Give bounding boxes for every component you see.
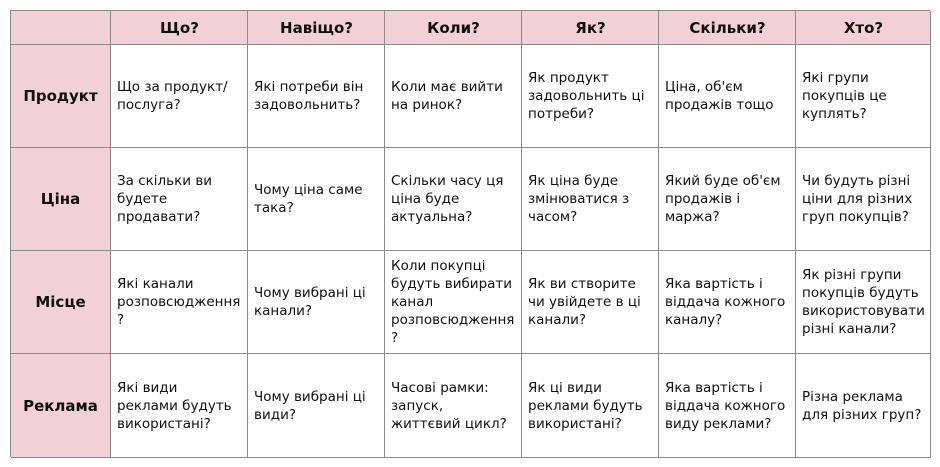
table-cell: Як різні групи покупців будуть використовувати різні канали?: [796, 251, 931, 354]
column-header-how-much: Скільки?: [659, 11, 796, 45]
table-cell: Різна реклама для різних груп?: [796, 354, 931, 458]
row-header-promotion: Реклама: [11, 354, 111, 458]
table-cell: Часові рамки: запуск, життєвий цикл?: [385, 354, 522, 458]
table-cell: Які канали розповсюдження ?: [111, 251, 248, 354]
table-cell: Який буде об'єм продажів і маржа?: [659, 148, 796, 251]
table-cell: Коли має вийти на ринок?: [385, 45, 522, 148]
row-header-price: Ціна: [11, 148, 111, 251]
table-cell: Чому вибрані ці канали?: [248, 251, 385, 354]
table-cell: Які групи покупців це куплять?: [796, 45, 931, 148]
table-cell: Яка вартість і віддача кожного виду реклами?: [659, 354, 796, 458]
row-header-place: Місце: [11, 251, 111, 354]
matrix-table: [10, 10, 930, 457]
table-cell: Які види реклами будуть використані?: [111, 354, 248, 458]
column-header-when: Коли?: [385, 11, 522, 45]
table-cell: Що за продукт/послуга?: [111, 45, 248, 148]
table-cell: Які потреби він задовольнить?: [248, 45, 385, 148]
table-cell: Ціна, об'єм продажів тощо: [659, 45, 796, 148]
column-header-what: Що?: [111, 11, 248, 45]
table-cell: Чому вибрані ці види?: [248, 354, 385, 458]
table-cell: Як ціна буде змінюватися з часом?: [522, 148, 659, 251]
table-cell: Коли покупці будуть вибирати канал розповсюдження ?: [385, 251, 522, 354]
table-cell: Скільки часу ця ціна буде актуальна?: [385, 148, 522, 251]
corner-cell: [11, 11, 111, 45]
table-cell: Як ці види реклами будуть використані?: [522, 354, 659, 458]
table-cell: За скільки ви будете продавати?: [111, 148, 248, 251]
column-header-how: Як?: [522, 11, 659, 45]
column-header-why: Навіщо?: [248, 11, 385, 45]
table-cell: Чому ціна саме така?: [248, 148, 385, 251]
row-header-product: Продукт: [11, 45, 111, 148]
column-header-who: Хто?: [796, 11, 931, 45]
table-cell: Як продукт задовольнить ці потреби?: [522, 45, 659, 148]
table-cell: Чи будуть різні ціни для різних груп покупців?: [796, 148, 931, 251]
table-cell: Яка вартість і віддача кожного каналу?: [659, 251, 796, 354]
table-cell: Як ви створите чи увійдете в ці канали?: [522, 251, 659, 354]
